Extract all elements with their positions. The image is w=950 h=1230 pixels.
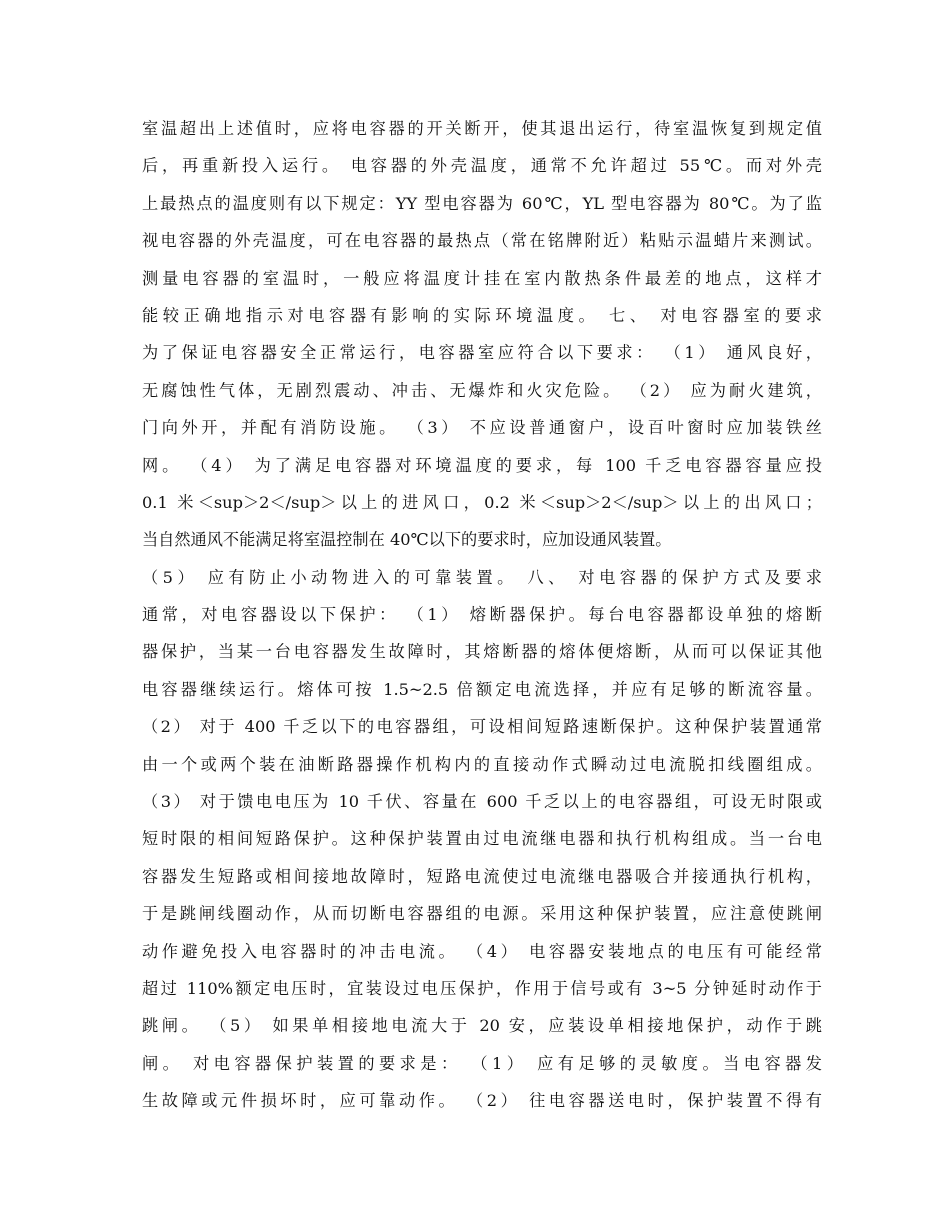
text-line: （5） 应有防止小动物进入的可靠装置。 八、 对电容器的保护方式及要求 [142, 567, 822, 587]
text-line: 无腐蚀性气体，无剧烈震动、冲击、无爆炸和火灾危险。 （2） 应为耐火建筑， [142, 380, 822, 400]
text-line: 短时限的相间短路保护。这种保护装置由过电流继电器和执行机构组成。当一台电 [142, 829, 822, 849]
text-line: 能较正确地指示对电容器有影响的实际环境温度。 七、 对电容器室的要求 [142, 305, 822, 325]
text-line: 测量电容器的室温时，一般应将温度计挂在室内散热条件最差的地点，这样才 [142, 268, 822, 288]
text-line: 通常，对电容器设以下保护： （1） 熔断器保护。每台电容器都设单独的熔断 [142, 605, 822, 625]
text-line: 室温超出上述值时，应将电容器的开关断开，使其退出运行，待室温恢复到规定值 [142, 119, 822, 138]
text-line: （2） 对于 400 千乏以下的电容器组，可设相间短路速断保护。这种保护装置通常 [142, 717, 822, 737]
text-line: （3） 对于馈电电压为 10 千伏、容量在 600 千乏以上的电容器组，可设无时限或 [142, 792, 822, 812]
text-line: 上最热点的温度则有以下规定：YY 型电容器为 60℃，YL 型电容器为 80℃。为了监 [142, 193, 822, 213]
text-line: 由一个或两个装在油断路器操作机构内的直接动作式瞬动过电流脱扣线圈组成。 [142, 754, 822, 774]
text-line: 后，再重新投入运行。 电容器的外壳温度，通常不允许超过 55℃。而对外壳 [142, 156, 822, 176]
text-line: 容器发生短路或相间接地故障时，短路电流使过电流继电器吸合并接通执行机构， [142, 866, 822, 886]
text-line: 闸。 对电容器保护装置的要求是： （1） 应有足够的灵敏度。当电容器发 [142, 1053, 822, 1073]
text-line: 超过 110%额定电压时，宜装设过电压保护，作用于信号或有 3~5 分钟延时动作于 [142, 978, 822, 998]
text-line: 于是跳闸线圈动作，从而切断电容器组的电源。采用这种保护装置，应注意使跳闸 [142, 904, 822, 924]
text-line: 当自然通风不能满足将室温控制在 40℃以下的要求时，应加设通风装置。 [142, 530, 672, 550]
text-line: 跳闸。 （5） 如果单相接地电流大于 20 安，应装设单相接地保护，动作于跳 [142, 1016, 822, 1036]
text-line: 生故障或元件损坏时，应可靠动作。 （2） 往电容器送电时，保护装置不得有 [142, 1091, 822, 1111]
text-line: 动作避免投入电容器时的冲击电流。 （4） 电容器安装地点的电压有可能经常 [142, 941, 822, 961]
text-line: 0.1 米＜sup＞2＜/sup＞以上的进风口，0.2 米＜sup＞2＜/sup＞以上的出风口； [142, 492, 822, 512]
text-line: 门向外开，并配有消防设施。 （3） 不应设普通窗户，设百叶窗时应加装铁丝 [142, 418, 822, 438]
text-line: 网。 （4） 为了满足电容器对环境温度的要求，每 100 千乏电容器容量应投 [142, 455, 822, 475]
text-line: 视电容器的外壳温度，可在电容器的最热点（常在铭牌附近）粘贴示温蜡片来测试。 [142, 231, 822, 251]
body-text [142, 110, 822, 1120]
text-line: 器保护，当某一台电容器发生故障时，其熔断器的熔体便熔断，从而可以保证其他 [142, 642, 822, 662]
text-line: 电容器继续运行。熔体可按 1.5~2.5 倍额定电流选择，并应有足够的断流容量。 [142, 679, 822, 699]
text-line: 为了保证电容器安全正常运行，电容器室应符合以下要求： （1） 通风良好， [142, 343, 822, 363]
